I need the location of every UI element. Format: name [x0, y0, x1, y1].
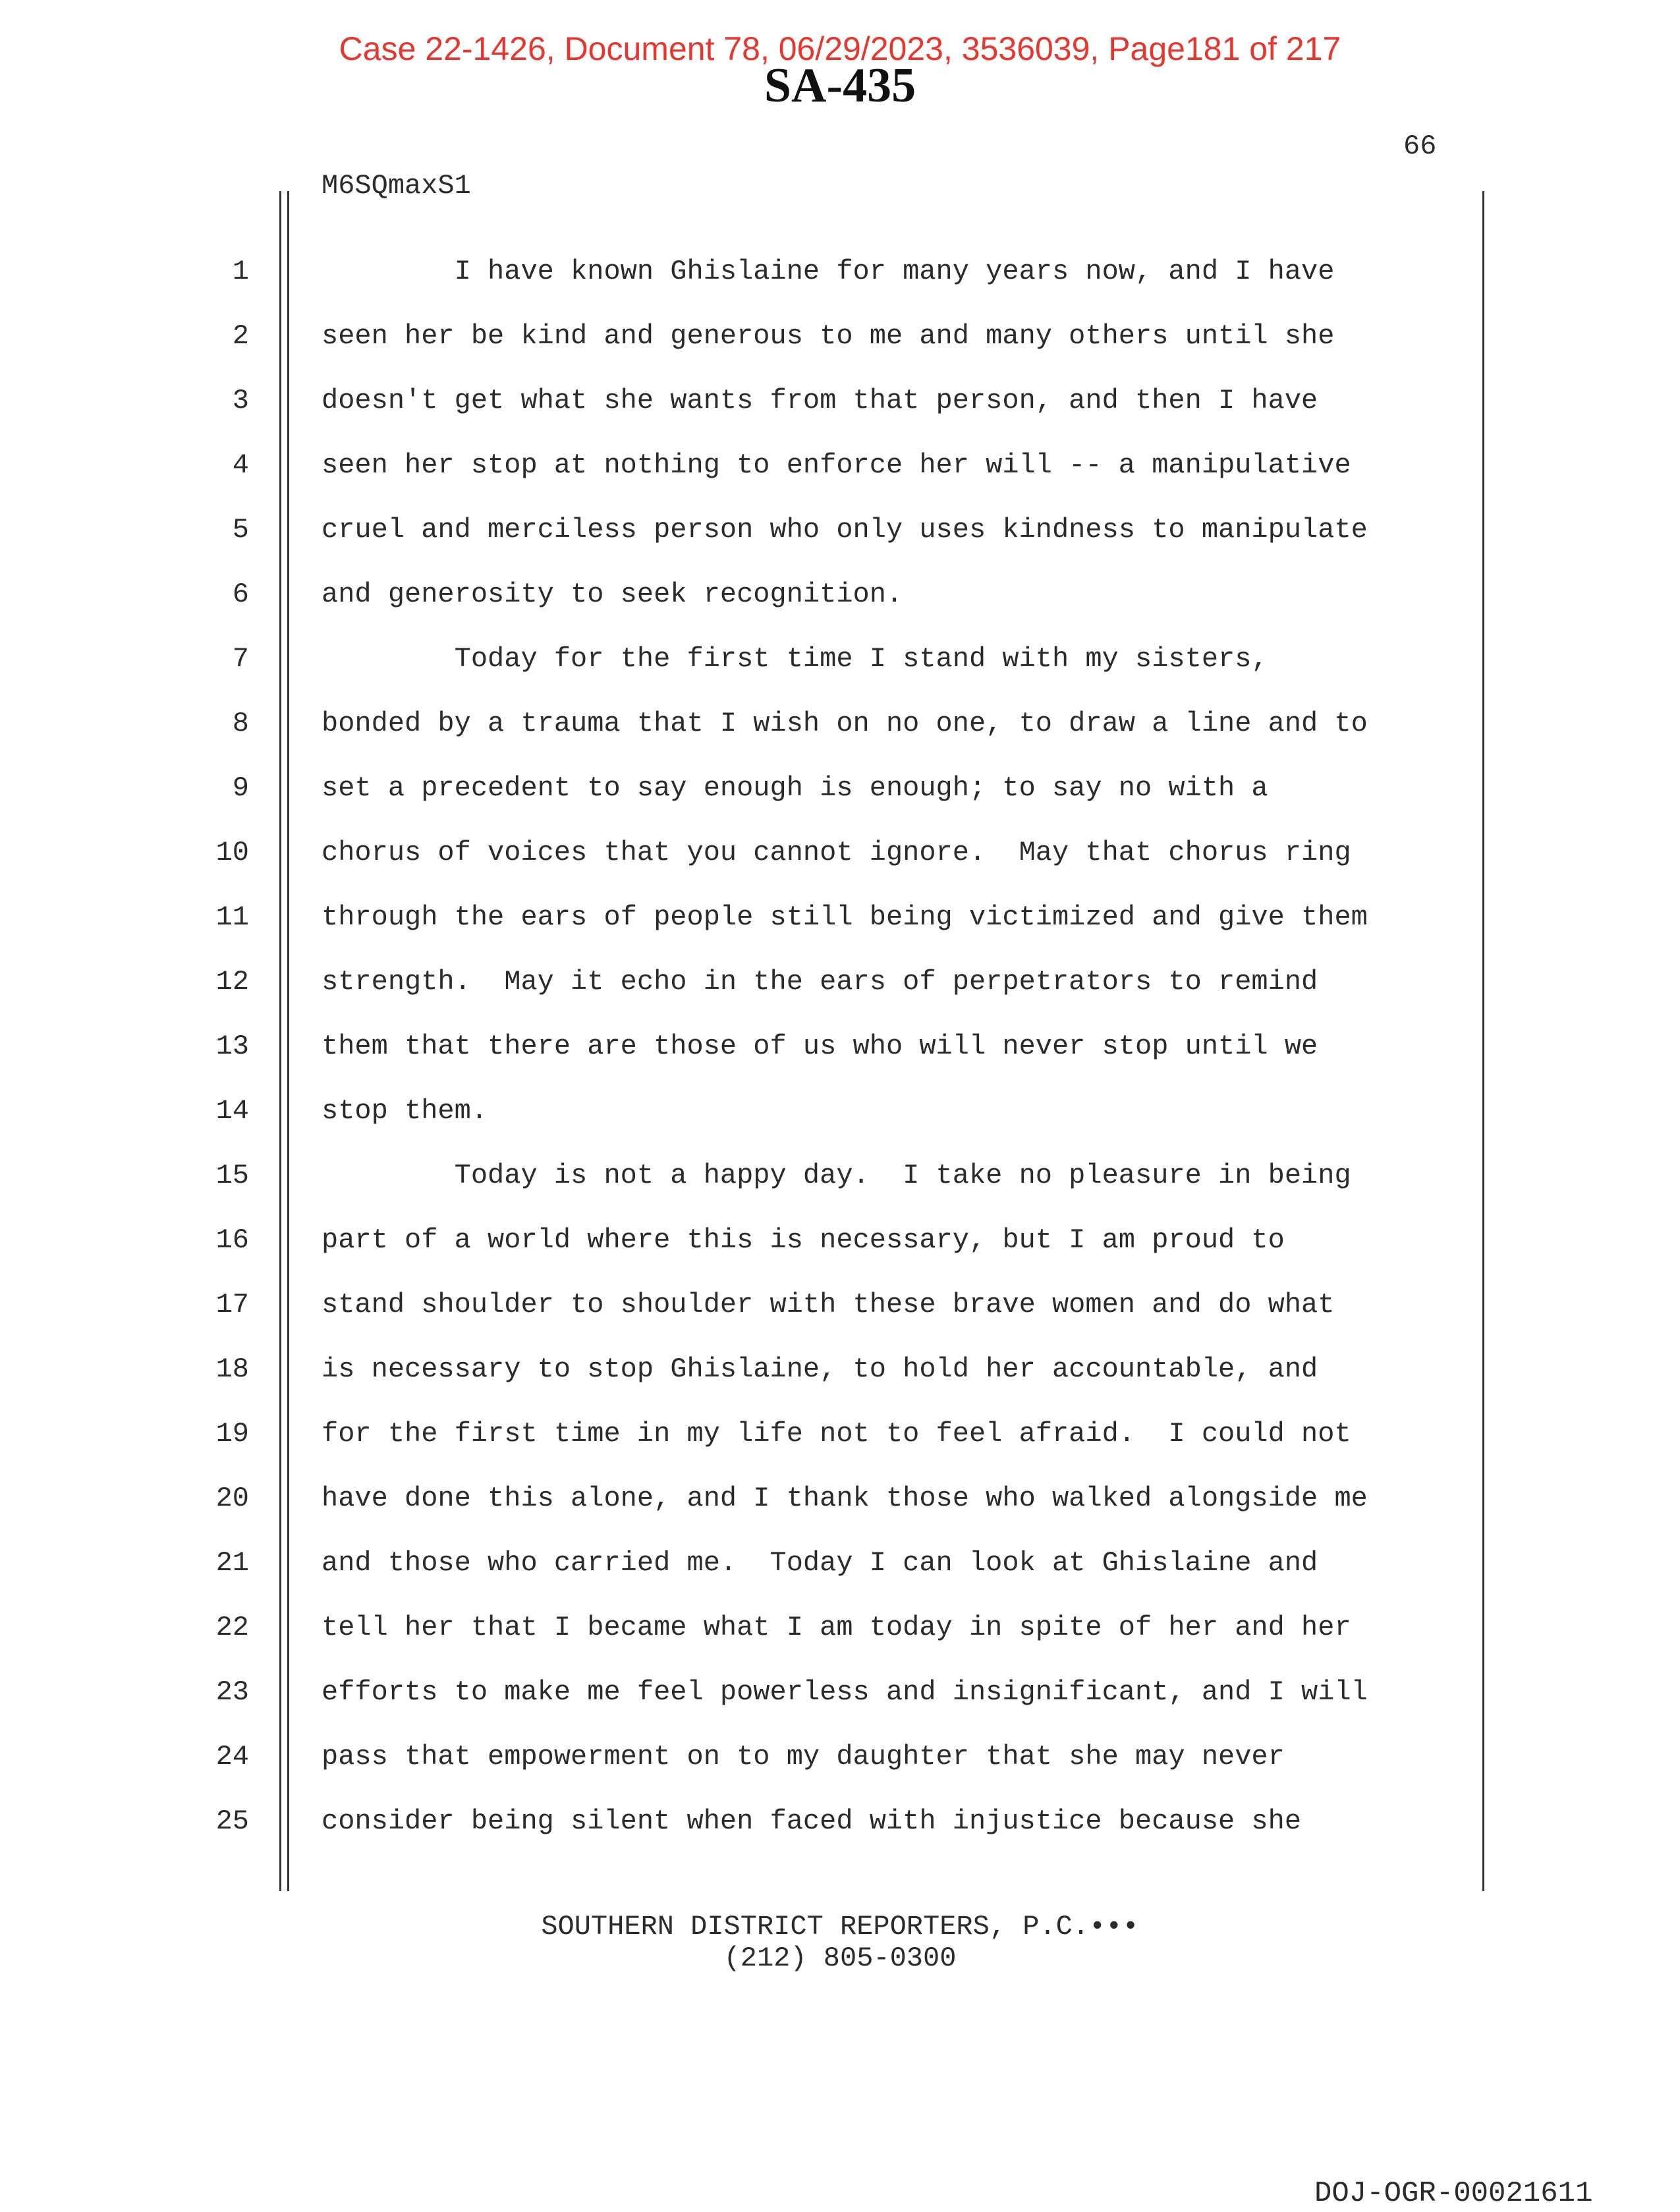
- line-number: 19: [215, 1418, 249, 1450]
- footer-reporter: SOUTHERN DISTRICT REPORTERS, P.C.•••: [541, 1911, 1139, 1943]
- transcript-line: through the ears of people still being victimized and give them: [322, 901, 1368, 933]
- transcript-line: chorus of voices that you cannot ignore. May that chorus ring: [322, 837, 1351, 868]
- line-number: 18: [215, 1353, 249, 1385]
- transcript-line: cruel and merciless person who only uses kindness to manipulate: [322, 514, 1368, 546]
- transcript-line: bonded by a trauma that I wish on no one, to draw a line and to: [322, 708, 1368, 739]
- transcript-line: stand shoulder to shoulder with these brave women and do what: [322, 1289, 1335, 1320]
- line-number: 24: [215, 1741, 249, 1772]
- line-number: 17: [215, 1289, 249, 1320]
- transcript-line: seen her be kind and generous to me and many others until she: [322, 320, 1335, 352]
- transcript-line: doesn't get what she wants from that person, and then I have: [322, 385, 1318, 416]
- line-number: 15: [215, 1160, 249, 1191]
- line-number: 5: [232, 514, 249, 546]
- line-number: 20: [215, 1483, 249, 1514]
- line-number: 7: [232, 643, 249, 675]
- case-stamp: Case 22-1426, Document 78, 06/29/2023, 3536039, Page181 of 217: [339, 30, 1341, 67]
- line-number: 9: [232, 772, 249, 804]
- transcript-line: seen her stop at nothing to enforce her will -- a manipulative: [322, 449, 1351, 481]
- transcript-line: and those who carried me. Today I can look at Ghislaine and: [322, 1547, 1318, 1579]
- line-number: 11: [215, 901, 249, 933]
- transcript-line: is necessary to stop Ghislaine, to hold her accountable, and: [322, 1353, 1318, 1385]
- line-number: 21: [215, 1547, 249, 1579]
- line-number: 10: [215, 837, 249, 868]
- line-number: 6: [232, 579, 249, 610]
- transcript-line: I have known Ghislaine for many years now, and I have: [322, 256, 1335, 287]
- transcript-line: pass that empowerment on to my daughter that she may never: [322, 1741, 1285, 1772]
- line-number: 12: [215, 966, 249, 998]
- bates-number: DOJ-OGR-00021611: [1314, 2177, 1593, 2210]
- transcript-line: stop them.: [322, 1095, 488, 1127]
- transcript-line: set a precedent to say enough is enough; to say no with a: [322, 772, 1268, 804]
- transcript-line: efforts to make me feel powerless and insignificant, and I will: [322, 1676, 1368, 1708]
- left-margin-rule-2: [287, 191, 289, 1891]
- line-number: 1: [232, 256, 249, 287]
- left-margin-rule-1: [279, 191, 281, 1891]
- transcript-line: Today for the first time I stand with my sisters,: [322, 643, 1268, 675]
- transcript-line: and generosity to seek recognition.: [322, 579, 903, 610]
- transcript-line: part of a world where this is necessary, but I am proud to: [322, 1224, 1285, 1256]
- line-number: 22: [215, 1612, 249, 1643]
- transcript-line: for the first time in my life not to feel afraid. I could not: [322, 1418, 1351, 1450]
- transcript-line: have done this alone, and I thank those who walked alongside me: [322, 1483, 1368, 1514]
- transcript-line: consider being silent when faced with injustice because she: [322, 1805, 1302, 1837]
- transcript-doc-id: M6SQmaxS1: [322, 170, 471, 202]
- line-number: 25: [215, 1805, 249, 1837]
- line-number: 13: [215, 1031, 249, 1062]
- line-number: 23: [215, 1676, 249, 1708]
- right-margin-rule: [1482, 191, 1484, 1891]
- line-number: 4: [232, 449, 249, 481]
- transcript-line: tell her that I became what I am today in spite of her and her: [322, 1612, 1351, 1643]
- transcript-line: Today is not a happy day. I take no pleasure in being: [322, 1160, 1351, 1191]
- transcript-page-number: 66: [1403, 130, 1437, 162]
- line-number: 2: [232, 320, 249, 352]
- line-number: 16: [215, 1224, 249, 1256]
- transcript-line: them that there are those of us who will never stop until we: [322, 1031, 1318, 1062]
- line-number: 8: [232, 708, 249, 739]
- sa-page-number: SA-435: [764, 59, 916, 113]
- transcript-line: strength. May it echo in the ears of perpetrators to remind: [322, 966, 1318, 998]
- line-number: 14: [215, 1095, 249, 1127]
- line-number: 3: [232, 385, 249, 416]
- footer-phone: (212) 805-0300: [723, 1943, 957, 1974]
